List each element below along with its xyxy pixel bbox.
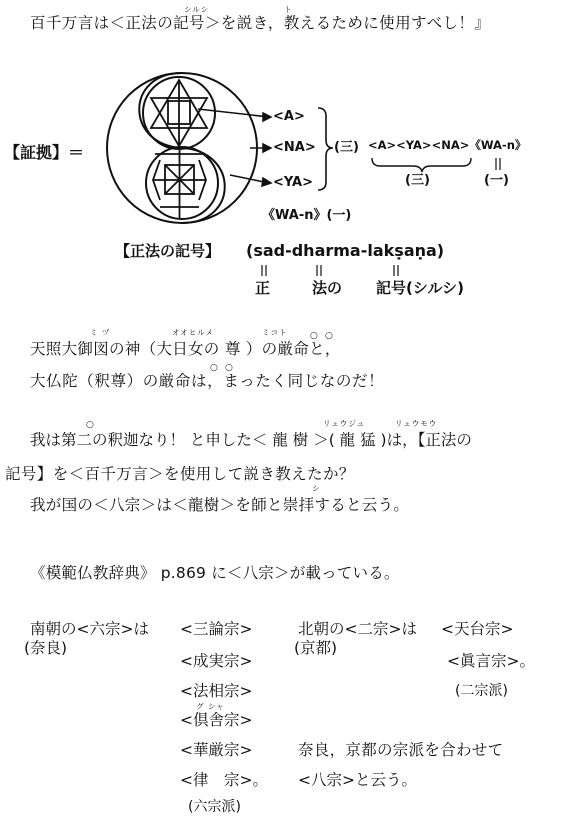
tag-wan: 《WA-n》(一) xyxy=(262,208,352,223)
p2-line1: 我は第二の釈迦なり！ と申した＜ 龍 樹 ＞( 龍 猛 )は，【正法の xyxy=(30,431,472,449)
p2-line2: 記号】を＜百千万言＞を使用して説き教えたか？ xyxy=(5,465,355,483)
lattice-glyph-icon xyxy=(153,150,206,218)
header-line: 百千万言は＜正法の記号＞を説き，教えるために使用すべし！』 xyxy=(30,14,491,32)
north-heading: 北朝の<二宗>は xyxy=(298,620,417,638)
ruby-gusha: グ シャ xyxy=(196,702,225,711)
summary-line2: <八宗>と云う。 xyxy=(298,771,417,789)
ruby-toku: ト xyxy=(284,5,293,14)
p2-line3: 我が国の＜八宗＞は＜龍樹＞を師と崇拝すると云う。 xyxy=(30,496,410,514)
eq-hou: 法の xyxy=(312,279,343,297)
south-item-kegon: <華厳宗> xyxy=(180,741,253,759)
evidence-label: 【証拠】＝ xyxy=(4,143,85,162)
tag-brace xyxy=(318,108,333,190)
south-item-sanron: <三論宗> xyxy=(180,620,253,638)
p1-line1: 天照大御図の神（大日女の 尊 ）の厳命と， xyxy=(30,340,341,358)
ruby-kigou: シルシ xyxy=(184,5,210,14)
tag-a: <A> xyxy=(273,109,305,124)
ruby-shi: シ xyxy=(312,484,321,493)
tag-ya: <YA> xyxy=(273,175,314,190)
sequence-brace xyxy=(372,158,471,172)
south-count: (六宗派) xyxy=(188,799,241,815)
ruby-mikoto: ミコト xyxy=(262,328,288,337)
equality-bars xyxy=(262,265,398,276)
sequence: <A><YA><NA>《WA-n》 xyxy=(368,138,527,152)
p1-line2: 大仏陀（釈尊）の厳命は，まったく同じなのだ！ xyxy=(30,372,385,390)
tag-arrows xyxy=(198,109,271,186)
under-three: (三) xyxy=(405,173,430,188)
hexagram-icon xyxy=(151,80,207,146)
emphasis-dot: ○ xyxy=(225,363,233,373)
ruby-ryuumou: リュウモウ xyxy=(395,419,438,428)
south-item-kusha: <倶舎宗> xyxy=(180,711,253,729)
emphasis-dot: ○ xyxy=(325,331,333,341)
ruby-ryuuju: リュウジュ xyxy=(323,419,366,428)
south-item-jojitsu: <成実宗> xyxy=(180,652,253,670)
south-item-ritsu: <律 宗>。 xyxy=(180,771,268,789)
under-one: (一) xyxy=(484,173,509,188)
north-item-tendai: <天台宗> xyxy=(441,620,514,638)
south-heading: 南朝の<六宗>は xyxy=(30,620,149,638)
south-region: (奈良) xyxy=(24,639,68,657)
summary-line1: 奈良，京都の宗派を合わせて xyxy=(298,741,504,759)
dictionary-reference: 《模範仏教辞典》 p.869 に＜八宗＞が載っている。 xyxy=(30,564,400,582)
ruby-mi: ミ ヅ xyxy=(90,328,111,337)
seimark-title: 【正法の記号】 xyxy=(115,242,221,260)
emphasis-dot: ○ xyxy=(210,363,218,373)
sanskrit-term: (sad-dharma-lakṣaṇa) xyxy=(246,241,445,260)
north-count: (二宗派) xyxy=(455,683,508,699)
ruby-oohirume: オオヒルメ xyxy=(172,328,215,337)
north-item-shingon: <眞言宗>。 xyxy=(447,652,535,670)
south-item-hosso: <法相宗> xyxy=(180,682,253,700)
eq-sei: 正 xyxy=(255,279,271,297)
group-three: (三) xyxy=(334,140,359,155)
eq-kigou: 記号(シルシ) xyxy=(376,279,464,297)
tag-na: <NA> xyxy=(273,140,316,155)
emphasis-dot: ○ xyxy=(310,331,318,341)
north-region: (京都) xyxy=(294,639,338,657)
emphasis-dot: ○ xyxy=(86,420,94,430)
